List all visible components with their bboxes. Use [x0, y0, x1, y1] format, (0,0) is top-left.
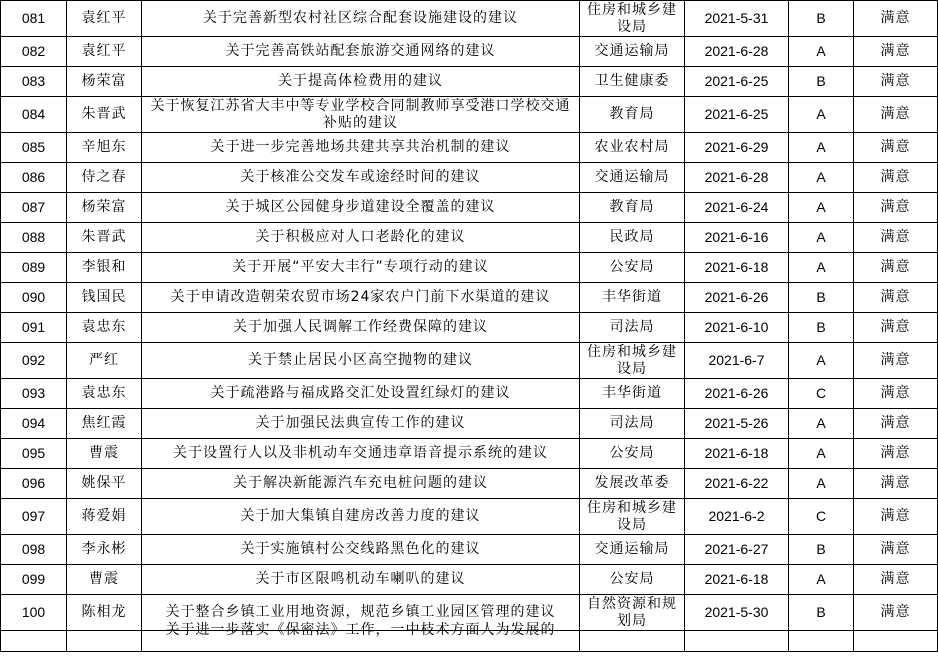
- cell-title[interactable]: 关于恢复江苏省大丰中等专业学校合同制教师享受港口学校交通补贴的建议: [142, 97, 580, 133]
- cell-name[interactable]: 焦红霞: [67, 409, 142, 439]
- cell-date[interactable]: [685, 631, 789, 652]
- cell-grade[interactable]: A: [789, 133, 854, 163]
- cell-name[interactable]: 杨荣富: [67, 193, 142, 223]
- cell-grade[interactable]: B: [789, 67, 854, 97]
- cell-grade[interactable]: C: [789, 379, 854, 409]
- cell-name[interactable]: 袁忠东: [67, 313, 142, 343]
- cell-grade[interactable]: B: [789, 313, 854, 343]
- cell-number[interactable]: 090: [1, 283, 67, 313]
- cell-date[interactable]: 2021-6-24: [685, 193, 789, 223]
- cell-name[interactable]: 袁忠东: [67, 379, 142, 409]
- cell-number[interactable]: 083: [1, 67, 67, 97]
- cell-grade[interactable]: [789, 631, 854, 652]
- table-row[interactable]: [1, 409, 938, 439]
- cell-department[interactable]: 司法局: [580, 409, 685, 439]
- cell-title[interactable]: 关于提高体检费用的建议: [142, 67, 580, 97]
- cell-department[interactable]: 卫生健康委: [580, 67, 685, 97]
- cell-title[interactable]: 关于加强人民调解工作经费保障的建议: [142, 313, 580, 343]
- cell-satisfaction[interactable]: 满意: [854, 97, 938, 133]
- cell-grade[interactable]: A: [789, 163, 854, 193]
- cell-date[interactable]: 2021-6-26: [685, 283, 789, 313]
- cell-date[interactable]: 2021-6-28: [685, 37, 789, 67]
- table-row[interactable]: [1, 313, 938, 343]
- table-row[interactable]: [1, 97, 938, 133]
- cell-grade[interactable]: A: [789, 439, 854, 469]
- table-row[interactable]: [1, 283, 938, 313]
- cell-satisfaction[interactable]: 满意: [854, 595, 938, 631]
- cell-grade[interactable]: A: [789, 565, 854, 595]
- cell-name[interactable]: 朱晋武: [67, 97, 142, 133]
- cell-name[interactable]: 杨荣富: [67, 67, 142, 97]
- cell-satisfaction[interactable]: 满意: [854, 67, 938, 97]
- cell-date[interactable]: 2021-6-29: [685, 133, 789, 163]
- cell-satisfaction[interactable]: 满意: [854, 469, 938, 499]
- cell-name[interactable]: 袁红平: [67, 37, 142, 67]
- cell-date[interactable]: 2021-5-30: [685, 595, 789, 631]
- cell-department[interactable]: 住房和城乡建设局: [580, 1, 685, 37]
- cell-name[interactable]: 姚保平: [67, 469, 142, 499]
- table-row[interactable]: [1, 535, 938, 565]
- cell-date[interactable]: 2021-6-28: [685, 163, 789, 193]
- cell-satisfaction[interactable]: 满意: [854, 313, 938, 343]
- table-row[interactable]: [1, 223, 938, 253]
- cell-department[interactable]: 公安局: [580, 253, 685, 283]
- cell-satisfaction[interactable]: 满意: [854, 223, 938, 253]
- table-row[interactable]: [1, 67, 938, 97]
- cell-name[interactable]: [67, 631, 142, 652]
- table-row[interactable]: [1, 565, 938, 595]
- cell-department[interactable]: 丰华街道: [580, 379, 685, 409]
- cell-date[interactable]: 2021-6-18: [685, 439, 789, 469]
- table-row[interactable]: [1, 469, 938, 499]
- cell-title[interactable]: 关于整合乡镇工业用地资源，规范乡镇工业园区管理的建议: [142, 595, 580, 631]
- cell-grade[interactable]: A: [789, 37, 854, 67]
- table-row[interactable]: [1, 499, 938, 535]
- cell-satisfaction[interactable]: 满意: [854, 565, 938, 595]
- table-row[interactable]: [1, 37, 938, 67]
- cell-department[interactable]: 教育局: [580, 97, 685, 133]
- cell-title[interactable]: 关于设置行人以及非机动车交通违章语音提示系统的建议: [142, 439, 580, 469]
- cell-number[interactable]: 093: [1, 379, 67, 409]
- cell-grade[interactable]: A: [789, 223, 854, 253]
- cell-grade[interactable]: A: [789, 193, 854, 223]
- cell-grade[interactable]: C: [789, 499, 854, 535]
- cell-date[interactable]: 2021-6-18: [685, 253, 789, 283]
- cell-department[interactable]: 发展改革委: [580, 469, 685, 499]
- cell-grade[interactable]: B: [789, 535, 854, 565]
- cell-grade[interactable]: B: [789, 283, 854, 313]
- cell-title[interactable]: 关于加强民法典宣传工作的建议: [142, 409, 580, 439]
- cell-date[interactable]: 2021-6-25: [685, 67, 789, 97]
- cell-title[interactable]: 关于核准公交发车或途经时间的建议: [142, 163, 580, 193]
- cell-title[interactable]: 关于积极应对人口老龄化的建议: [142, 223, 580, 253]
- cell-satisfaction[interactable]: 满意: [854, 193, 938, 223]
- cell-satisfaction[interactable]: 满意: [854, 439, 938, 469]
- cell-title[interactable]: 关于申请改造朝荣农贸市场24家农户门前下水渠道的建议: [142, 283, 580, 313]
- cell-date[interactable]: 2021-6-7: [685, 343, 789, 379]
- cell-number[interactable]: [1, 631, 67, 652]
- cell-title[interactable]: 关于完善新型农村社区综合配套设施建设的建议: [142, 1, 580, 37]
- cell-number[interactable]: 084: [1, 97, 67, 133]
- cell-department[interactable]: 公安局: [580, 439, 685, 469]
- cell-title[interactable]: 关于市区限鸣机动车喇叭的建议: [142, 565, 580, 595]
- cell-department[interactable]: 丰华街道: [580, 283, 685, 313]
- cell-number[interactable]: 082: [1, 37, 67, 67]
- cell-department[interactable]: 自然资源和规划局: [580, 595, 685, 631]
- cell-name[interactable]: 袁红平: [67, 1, 142, 37]
- cell-name[interactable]: 曹震: [67, 565, 142, 595]
- table-row[interactable]: [1, 133, 938, 163]
- cell-number[interactable]: 098: [1, 535, 67, 565]
- cell-date[interactable]: 2021-6-25: [685, 97, 789, 133]
- cell-name[interactable]: 曹震: [67, 439, 142, 469]
- cell-title[interactable]: 关于城区公园健身步道建设全覆盖的建议: [142, 193, 580, 223]
- cell-satisfaction[interactable]: 满意: [854, 1, 938, 37]
- table-row[interactable]: [1, 379, 938, 409]
- cell-department[interactable]: [580, 631, 685, 652]
- cell-number[interactable]: 094: [1, 409, 67, 439]
- cell-name[interactable]: 李永彬: [67, 535, 142, 565]
- cell-satisfaction[interactable]: 满意: [854, 343, 938, 379]
- cell-number[interactable]: 100: [1, 595, 67, 631]
- cell-title[interactable]: 关于实施镇村公交线路黑色化的建议: [142, 535, 580, 565]
- cell-satisfaction[interactable]: 满意: [854, 253, 938, 283]
- cell-date[interactable]: 2021-6-27: [685, 535, 789, 565]
- table-row[interactable]: [1, 193, 938, 223]
- cell-number[interactable]: 086: [1, 163, 67, 193]
- cell-number[interactable]: 081: [1, 1, 67, 37]
- table-row[interactable]: [1, 439, 938, 469]
- cell-date[interactable]: 2021-6-22: [685, 469, 789, 499]
- cell-department[interactable]: 公安局: [580, 565, 685, 595]
- cell-satisfaction[interactable]: 满意: [854, 379, 938, 409]
- cell-date[interactable]: 2021-6-10: [685, 313, 789, 343]
- cell-date[interactable]: 2021-5-31: [685, 1, 789, 37]
- table-row[interactable]: [1, 253, 938, 283]
- cell-date[interactable]: 2021-6-26: [685, 379, 789, 409]
- cell-satisfaction[interactable]: 满意: [854, 283, 938, 313]
- cell-number[interactable]: 092: [1, 343, 67, 379]
- cell-name[interactable]: 蒋爱娟: [67, 499, 142, 535]
- cell-name[interactable]: 严红: [67, 343, 142, 379]
- cell-name[interactable]: 朱晋武: [67, 223, 142, 253]
- cell-title[interactable]: 关于进一步完善地场共建共享共治机制的建议: [142, 133, 580, 163]
- cell-department[interactable]: 交通运输局: [580, 37, 685, 67]
- cell-department[interactable]: 住房和城乡建设局: [580, 343, 685, 379]
- cell-satisfaction[interactable]: 满意: [854, 499, 938, 535]
- cell-number[interactable]: 085: [1, 133, 67, 163]
- cell-title-text: 关于进一步落实《保密法》工作，一中枝术方面人为发展的: [165, 622, 556, 638]
- cell-grade[interactable]: A: [789, 409, 854, 439]
- cell-title[interactable]: 关于解决新能源汽车充电桩问题的建议: [142, 469, 580, 499]
- table-row[interactable]: [1, 1, 938, 37]
- table-body: [1, 1, 938, 652]
- cell-date[interactable]: 2021-6-18: [685, 565, 789, 595]
- cell-name[interactable]: 侍之春: [67, 163, 142, 193]
- cell-number[interactable]: 091: [1, 313, 67, 343]
- table-row-partial[interactable]: [1, 631, 938, 652]
- cell-department[interactable]: 教育局: [580, 193, 685, 223]
- cell-title[interactable]: 关于疏港路与福成路交汇处设置红绿灯的建议: [142, 379, 580, 409]
- cell-satisfaction[interactable]: [854, 631, 938, 652]
- cell-number[interactable]: 087: [1, 193, 67, 223]
- cell-department[interactable]: 民政局: [580, 223, 685, 253]
- cell-grade[interactable]: A: [789, 469, 854, 499]
- cell-number[interactable]: 088: [1, 223, 67, 253]
- cell-satisfaction[interactable]: 满意: [854, 409, 938, 439]
- cell-grade[interactable]: A: [789, 343, 854, 379]
- cell-date[interactable]: 2021-6-2: [685, 499, 789, 535]
- cell-name[interactable]: 陈相龙: [67, 595, 142, 631]
- table-row[interactable]: [1, 163, 938, 193]
- cell-number[interactable]: 095: [1, 439, 67, 469]
- cell-satisfaction[interactable]: 满意: [854, 535, 938, 565]
- cell-name[interactable]: 钱国民: [67, 283, 142, 313]
- cell-title[interactable]: 关于禁止居民小区高空抛物的建议: [142, 343, 580, 379]
- cell-satisfaction[interactable]: 满意: [854, 133, 938, 163]
- cell-title[interactable]: 关于加大集镇自建房改善力度的建议: [142, 499, 580, 535]
- cell-date[interactable]: 2021-5-26: [685, 409, 789, 439]
- cell-satisfaction[interactable]: 满意: [854, 37, 938, 67]
- cell-grade[interactable]: A: [789, 253, 854, 283]
- cell-name[interactable]: 辛旭东: [67, 133, 142, 163]
- cell-department[interactable]: 农业农村局: [580, 133, 685, 163]
- cell-grade[interactable]: B: [789, 595, 854, 631]
- cell-department[interactable]: 交通运输局: [580, 535, 685, 565]
- cell-number[interactable]: 089: [1, 253, 67, 283]
- cell-title[interactable]: 关于开展“平安大丰行”专项行动的建议: [142, 253, 580, 283]
- cell-number[interactable]: 096: [1, 469, 67, 499]
- cell-grade[interactable]: B: [789, 1, 854, 37]
- cell-department[interactable]: 交通运输局: [580, 163, 685, 193]
- cell-department[interactable]: 司法局: [580, 313, 685, 343]
- cell-department[interactable]: 住房和城乡建设局: [580, 499, 685, 535]
- cell-title[interactable]: 关于完善高铁站配套旅游交通网络的建议: [142, 37, 580, 67]
- cell-number[interactable]: 099: [1, 565, 67, 595]
- cell-name[interactable]: 李银和: [67, 253, 142, 283]
- cell-satisfaction[interactable]: 满意: [854, 163, 938, 193]
- cell-date[interactable]: 2021-6-16: [685, 223, 789, 253]
- cell-number[interactable]: 097: [1, 499, 67, 535]
- cell-grade[interactable]: A: [789, 97, 854, 133]
- cell-title[interactable]: [142, 622, 580, 652]
- table-row[interactable]: [1, 343, 938, 379]
